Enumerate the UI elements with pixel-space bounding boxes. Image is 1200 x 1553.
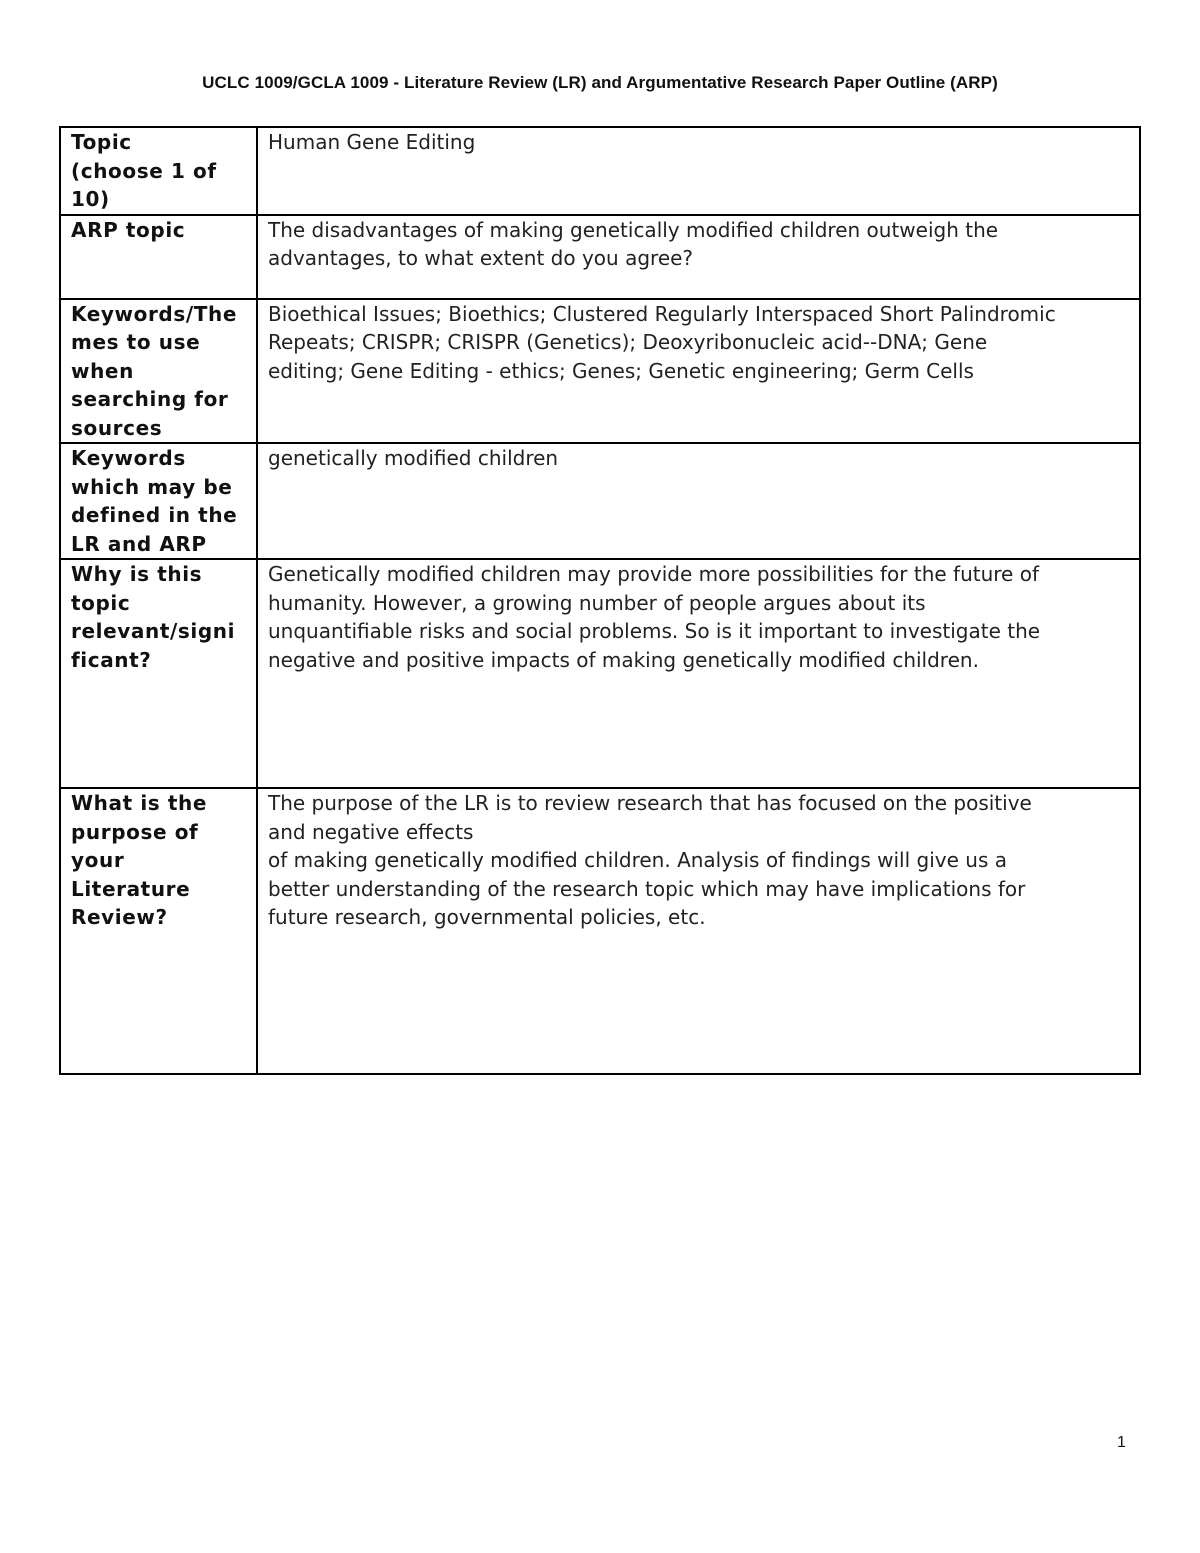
row-value-topic: Human Gene Editing (257, 127, 1140, 215)
row-label-defined-keywords: Keywords which may be defined in the LR and ARP (60, 443, 257, 559)
table-row-topic (60, 127, 1140, 215)
row-label-search-keywords: Keywords/The mes to use when searching for sources (60, 299, 257, 444)
table-row-search-keywords (60, 299, 1140, 444)
page-number: 1 (1117, 1434, 1126, 1451)
row-label-arp-topic: ARP topic (60, 215, 257, 299)
table-row-arp-topic (60, 215, 1140, 299)
page-title: UCLC 1009/GCLA 1009 - Literature Review (LR) and Argumentative Research Paper Outline (ARP) (202, 73, 998, 92)
row-label-purpose: What is the purpose of your Literature Review? (60, 788, 257, 1074)
row-value-search-keywords: Bioethical Issues; Bioethics; Clustered Regularly Interspaced Short Palindromic Repeats; CRISPR; CRISPR (Genetics); Deoxyribonucleic acid--DNA; Gene editing; Gene Editing - ethics; Genes; Genetic engineering; Germ Cells (257, 299, 1140, 444)
row-label-relevance: Why is this topic relevant/signi ficant? (60, 559, 257, 788)
outline-table (59, 126, 1141, 1075)
row-value-relevance: Genetically modified children may provide more possibilities for the future of humanity. However, a growing number of people argues about its unquantifiable risks and social problems. So is it important to investigate the negative and positive impacts of making genetically modified children. (257, 559, 1140, 788)
table-row-defined-keywords (60, 443, 1140, 559)
table-row-purpose (60, 788, 1140, 1074)
row-label-topic: Topic (choose 1 of 10) (60, 127, 257, 215)
table-row-relevance (60, 559, 1140, 788)
row-value-arp-topic: The disadvantages of making genetically modified children outweigh the advantages, to what extent do you agree? (257, 215, 1140, 299)
row-value-purpose: The purpose of the LR is to review research that has focused on the positive and negative effects of making genetically modified children. Analysis of findings will give us a better understanding of the research topic which may have implications for future research, governmental policies, etc. (257, 788, 1140, 1074)
row-value-defined-keywords: genetically modified children (257, 443, 1140, 559)
